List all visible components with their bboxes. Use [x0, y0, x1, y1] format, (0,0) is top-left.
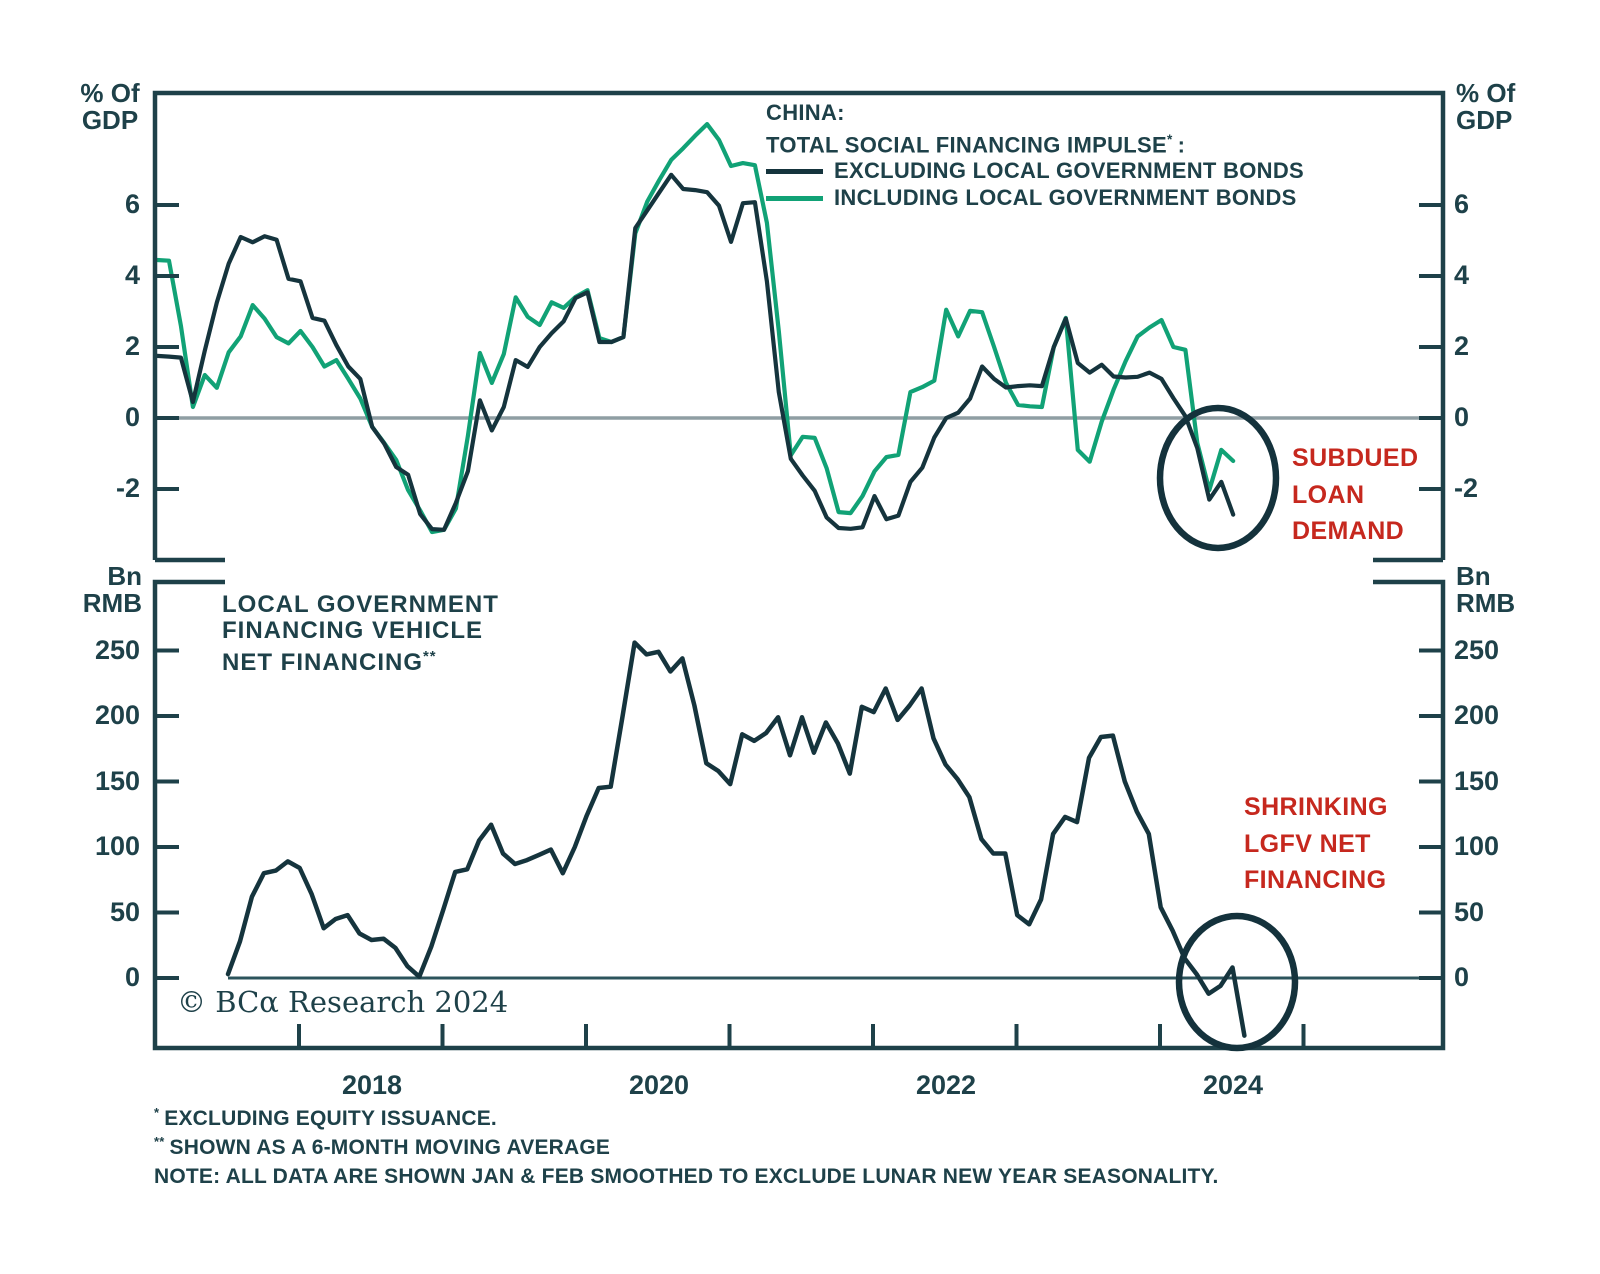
ytick-label: 0 — [124, 962, 140, 992]
ytick-label: 0 — [1454, 962, 1470, 992]
ytick-label: 0 — [1454, 402, 1470, 432]
footnote-line: ** SHOWN AS A 6-MONTH MOVING AVERAGE — [154, 1134, 611, 1159]
legend-item-label: EXCLUDING LOCAL GOVERNMENT BONDS — [834, 158, 1304, 184]
copyright-note: © BCα Research 2024 — [177, 985, 509, 1019]
ytick-label: 150 — [94, 765, 140, 796]
ytick-label: 100 — [94, 831, 140, 861]
ytick-label: 150 — [1454, 765, 1500, 796]
bottom-right-axis-unit — [1456, 563, 1546, 617]
footnotes — [154, 1101, 1219, 1188]
legend-title-line1: CHINA: — [766, 100, 845, 125]
footnote-line: NOTE: ALL DATA ARE SHOWN JAN & FEB SMOOTHED TO EXCLUDE LUNAR NEW YEAR SEASONALITY. — [154, 1165, 1219, 1188]
xtick-year-label: 2024 — [1202, 1070, 1264, 1100]
ytick-label: 250 — [94, 634, 140, 665]
axis-unit-line: Bn — [107, 561, 142, 591]
ytick-label: 0 — [124, 402, 140, 432]
axis-unit-line: Bn — [1456, 561, 1491, 591]
ytick-label: 50 — [109, 896, 140, 927]
excluding-lgb-line — [157, 175, 1233, 530]
legend-title-superscript: * — [1166, 131, 1173, 147]
ytick-label: 6 — [1454, 189, 1470, 219]
axis-unit-line: % Of — [80, 78, 140, 108]
legend-item-including — [766, 185, 1304, 212]
bottom-left-axis-unit — [58, 563, 142, 617]
xtick-year-label: 2020 — [628, 1070, 690, 1100]
footnote-line: * EXCLUDING EQUITY ISSUANCE. — [154, 1105, 497, 1130]
top-left-axis-unit — [74, 80, 146, 134]
ytick-label: 50 — [1454, 896, 1485, 927]
ytick-label: -2 — [1454, 473, 1479, 503]
legend-title-line2: TOTAL SOCIAL FINANCING IMPULSE* : — [766, 131, 1186, 157]
ytick-label: 2 — [124, 331, 140, 361]
axis-unit-line: RMB — [1456, 588, 1516, 618]
including-line-swatch — [766, 196, 823, 201]
legend-item-excluding — [766, 158, 1304, 185]
bottom-panel-title: LOCAL GOVERNMENT FINANCING VEHICLE NET FINANCING** — [222, 591, 499, 676]
ytick-label: 200 — [1454, 700, 1500, 730]
excluding-line-swatch — [766, 169, 823, 174]
subdued-loan-demand-annotation: SUBDUED LOAN DEMAND — [1292, 444, 1419, 545]
xtick-year-label: 2018 — [341, 1070, 403, 1100]
shrinking-lgfv-annotation: SHRINKING LGFV NET FINANCING — [1244, 793, 1388, 894]
legend-item-label: INCLUDING LOCAL GOVERNMENT BONDS — [834, 184, 1297, 210]
ytick-label: 2 — [1454, 331, 1470, 361]
chart-legend — [766, 100, 1304, 211]
axis-unit-line: % Of — [1456, 78, 1516, 108]
ytick-label: 100 — [1454, 831, 1500, 861]
title-superscript: ** — [423, 649, 437, 665]
ytick-label: 250 — [1454, 634, 1500, 665]
ytick-label: 200 — [94, 700, 140, 730]
ytick-label: 6 — [124, 189, 140, 219]
axis-unit-line: GDP — [81, 105, 139, 135]
axis-unit-line: GDP — [1456, 105, 1513, 135]
subdued-loan-demand-circle — [1160, 408, 1276, 548]
ytick-label: 4 — [124, 260, 140, 290]
ytick-label: 4 — [1454, 260, 1470, 290]
top-right-axis-unit — [1456, 80, 1546, 134]
xtick-year-label: 2022 — [915, 1070, 977, 1100]
axis-unit-line: RMB — [82, 588, 142, 618]
ytick-label: -2 — [115, 473, 140, 503]
